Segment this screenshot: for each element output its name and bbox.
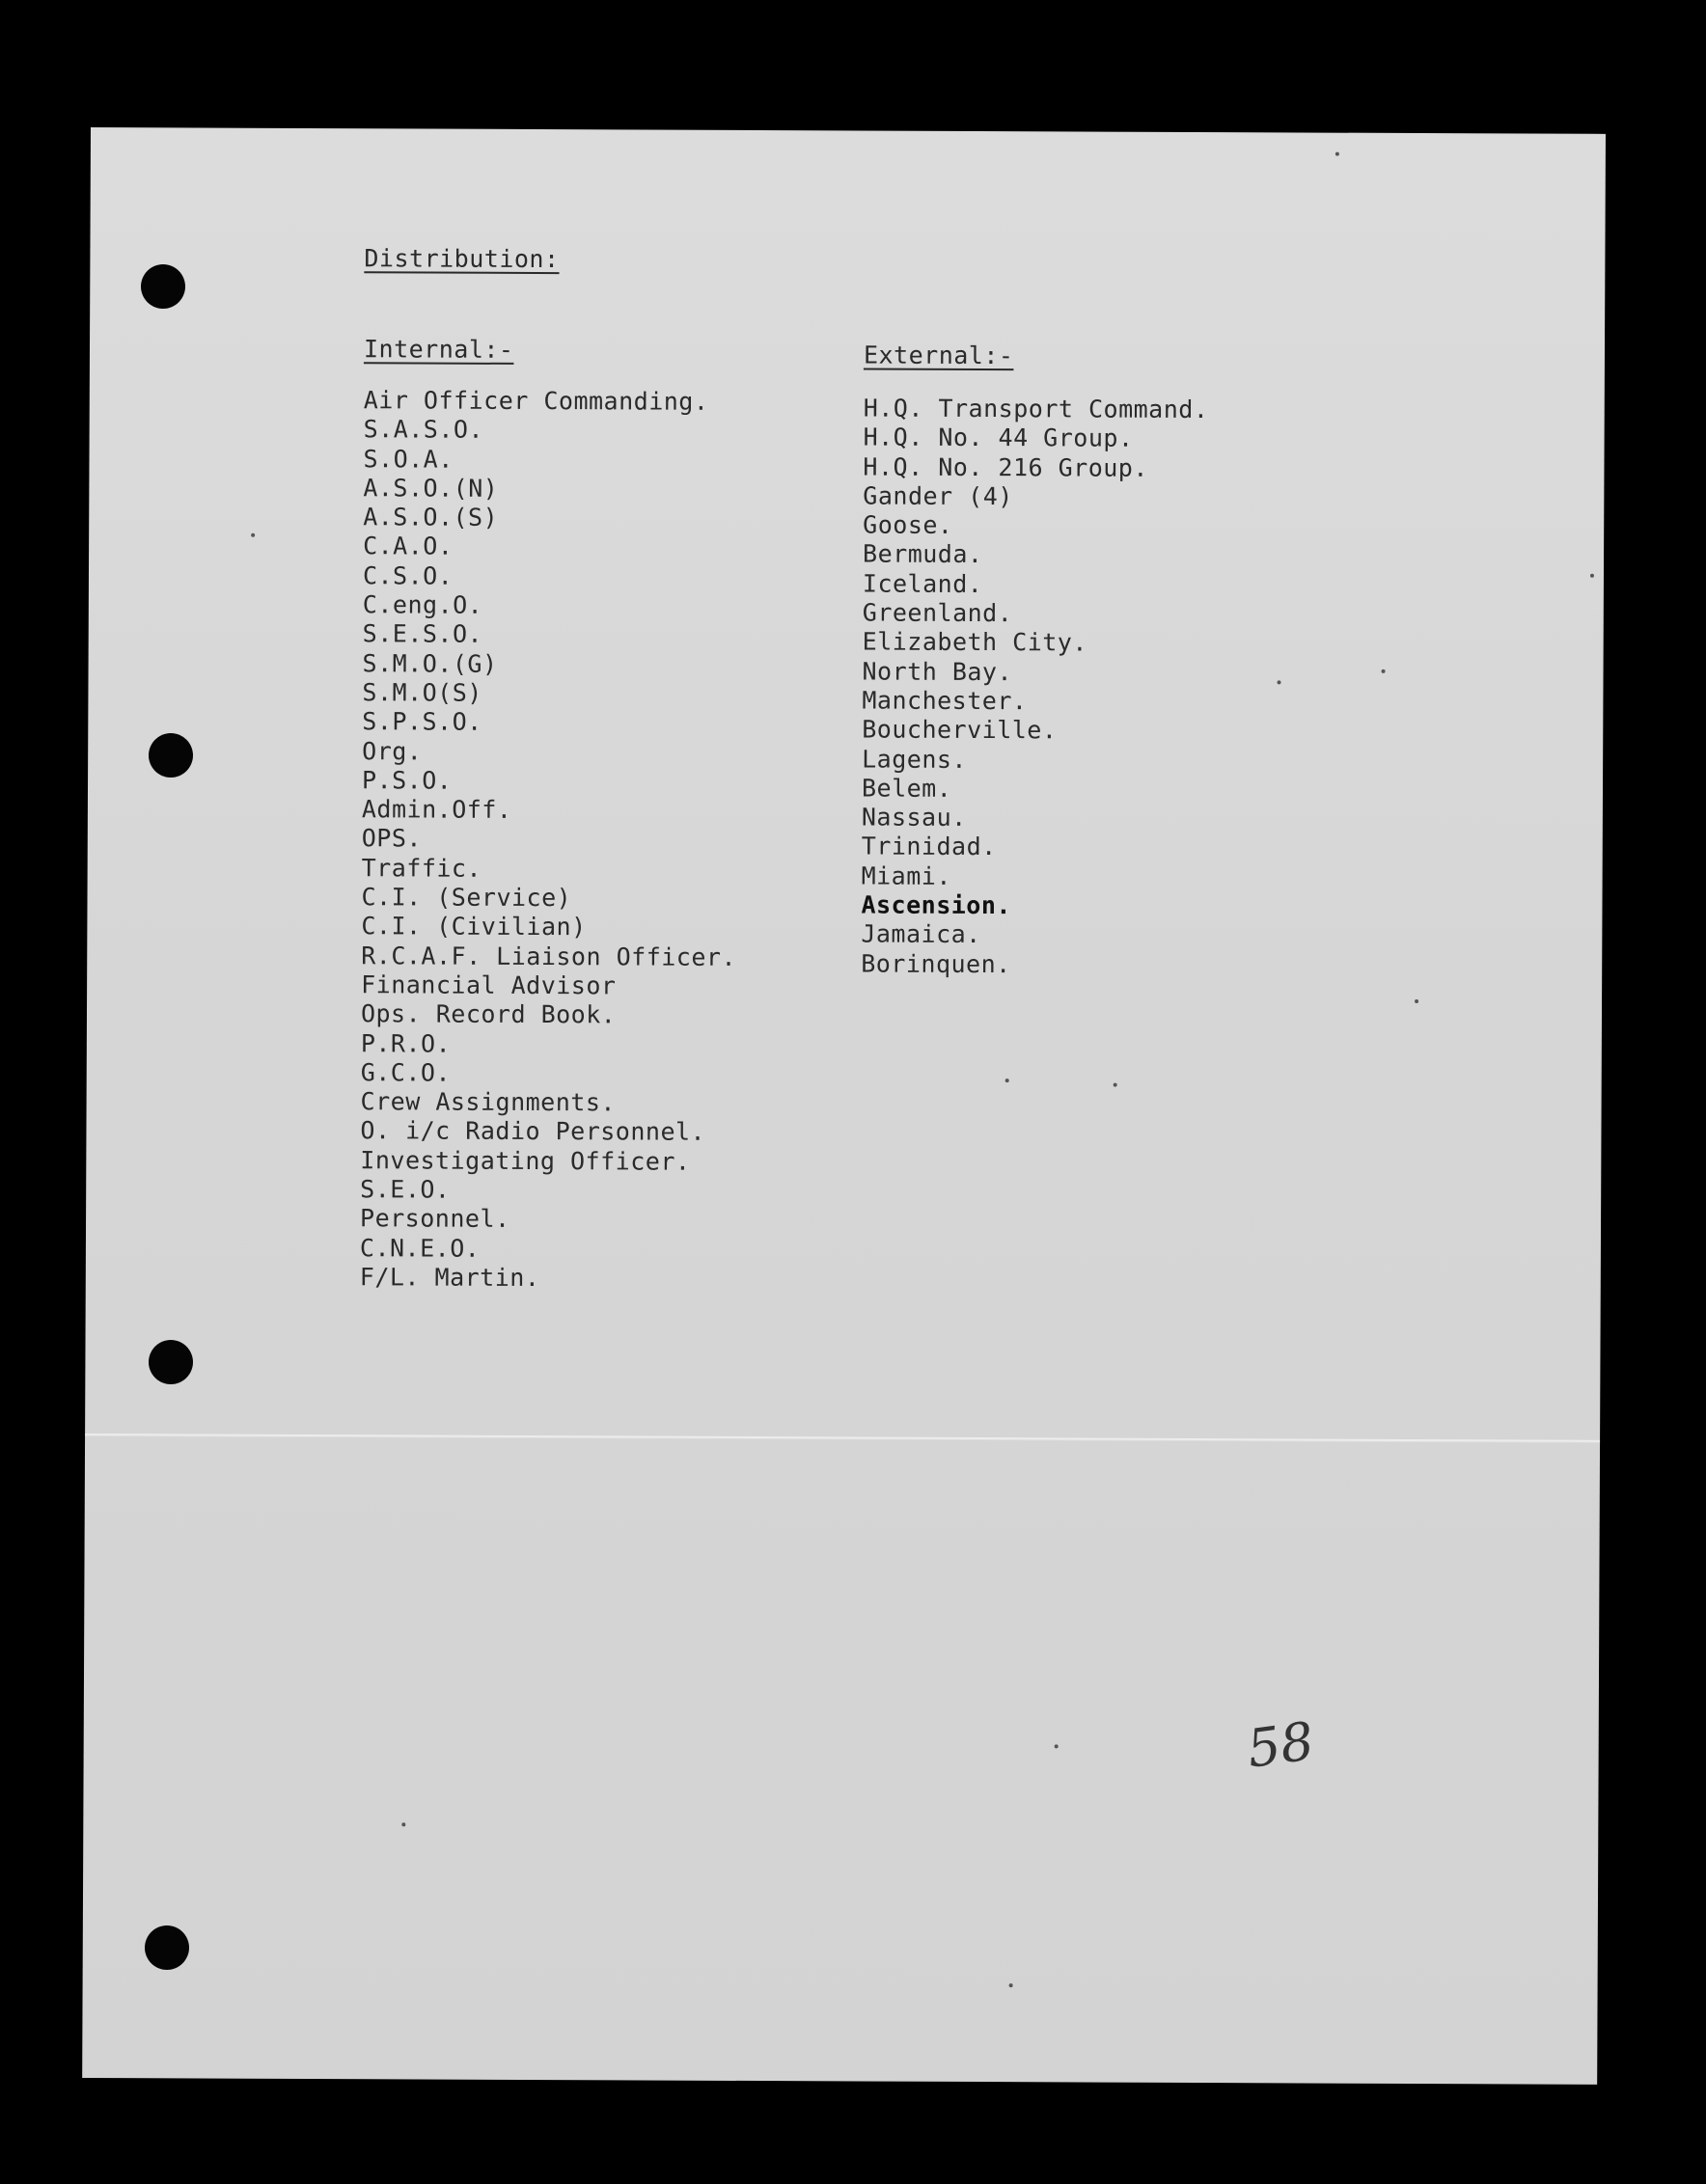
internal-item: A.S.O.(N) [363,474,499,503]
external-item: Elizabeth City. [862,627,1088,657]
punch-hole [149,733,193,778]
internal-item: P.R.O. [360,1028,452,1058]
external-item: Iceland. [862,569,983,598]
speck [1335,152,1339,156]
external-item: Miami. [861,861,951,890]
internal-item: S.O.A. [363,444,454,474]
internal-item: S.E.S.O. [362,619,483,649]
external-item: Jamaica. [861,919,981,949]
internal-item: G.C.O. [360,1058,452,1087]
internal-item: C.A.O. [363,532,454,561]
speck [1382,669,1386,673]
punch-hole [149,1340,193,1384]
internal-item: C.I. (Service) [361,883,572,913]
internal-item: Org. [362,736,423,766]
external-item: Trinidad. [861,832,997,861]
fold-line [85,1433,1600,1443]
internal-item: Crew Assignments. [360,1087,617,1117]
handwritten-page-number: 58 [1243,1710,1318,1780]
internal-item: S.A.S.O. [363,415,484,445]
internal-item: Financial Advisor [361,970,617,1000]
internal-item: OPS. [361,824,423,853]
external-item: Goose. [863,510,953,540]
external-item: H.Q. No. 44 Group. [863,423,1134,453]
external-item: Greenland. [862,598,1013,628]
external-item: Belem. [861,774,952,803]
speck [1009,1983,1013,1987]
external-item: Lagens. [862,745,968,774]
internal-item: P.S.O. [361,766,453,795]
external-item: H.Q. No. 216 Group. [863,452,1149,482]
speck [1005,1078,1009,1082]
external-item: Boucherville. [862,715,1058,745]
speck [1114,1083,1117,1087]
speck [1415,999,1418,1003]
punch-hole [145,1925,189,1970]
external-item: H.Q. Transport Command. [863,394,1209,424]
distribution-title: Distribution: [364,244,560,274]
internal-heading: Internal:- [363,335,514,364]
internal-item: Investigating Officer. [360,1145,691,1176]
external-item: Ascension. [861,890,1012,920]
distribution-title-block [364,244,559,273]
internal-item: O. i/c Radio Personnel. [360,1116,706,1147]
internal-item: R.C.A.F. Liaison Officer. [361,941,737,971]
external-list [861,394,1208,979]
internal-item: F/L. Martin. [359,1263,540,1292]
internal-column [360,335,739,1294]
speck [1590,574,1594,578]
internal-item: S.M.O(S) [362,678,482,707]
document-page [82,127,1606,2085]
internal-item: A.S.O.(S) [363,503,499,532]
speck [1277,680,1280,684]
external-item: Manchester. [862,686,1028,716]
speck [1055,1744,1059,1748]
speck [251,533,255,537]
external-heading: External:- [863,341,1014,370]
internal-list [360,386,739,1294]
external-item: Nassau. [861,803,967,833]
speck [401,1822,405,1826]
internal-item: C.S.O. [362,561,454,590]
external-item: Borinquen. [861,949,1011,978]
internal-item: C.I. (Civilian) [361,912,587,942]
punch-hole [141,264,185,309]
internal-item: Traffic. [361,853,482,883]
external-column [861,341,1209,979]
internal-item: S.P.S.O. [362,707,482,737]
external-item: North Bay. [862,657,1013,686]
internal-item: Ops. Record Book. [360,999,617,1029]
internal-item: Personnel. [360,1204,510,1234]
internal-item: Admin.Off. [361,795,512,825]
internal-item: C.eng.O. [362,590,483,619]
internal-item: Air Officer Commanding. [363,386,709,416]
external-item: Gander (4) [863,481,1013,511]
internal-item: S.E.O. [360,1175,451,1204]
internal-item: C.N.E.O. [359,1233,481,1263]
internal-item: S.M.O.(G) [362,648,498,678]
external-item: Bermuda. [863,539,983,569]
